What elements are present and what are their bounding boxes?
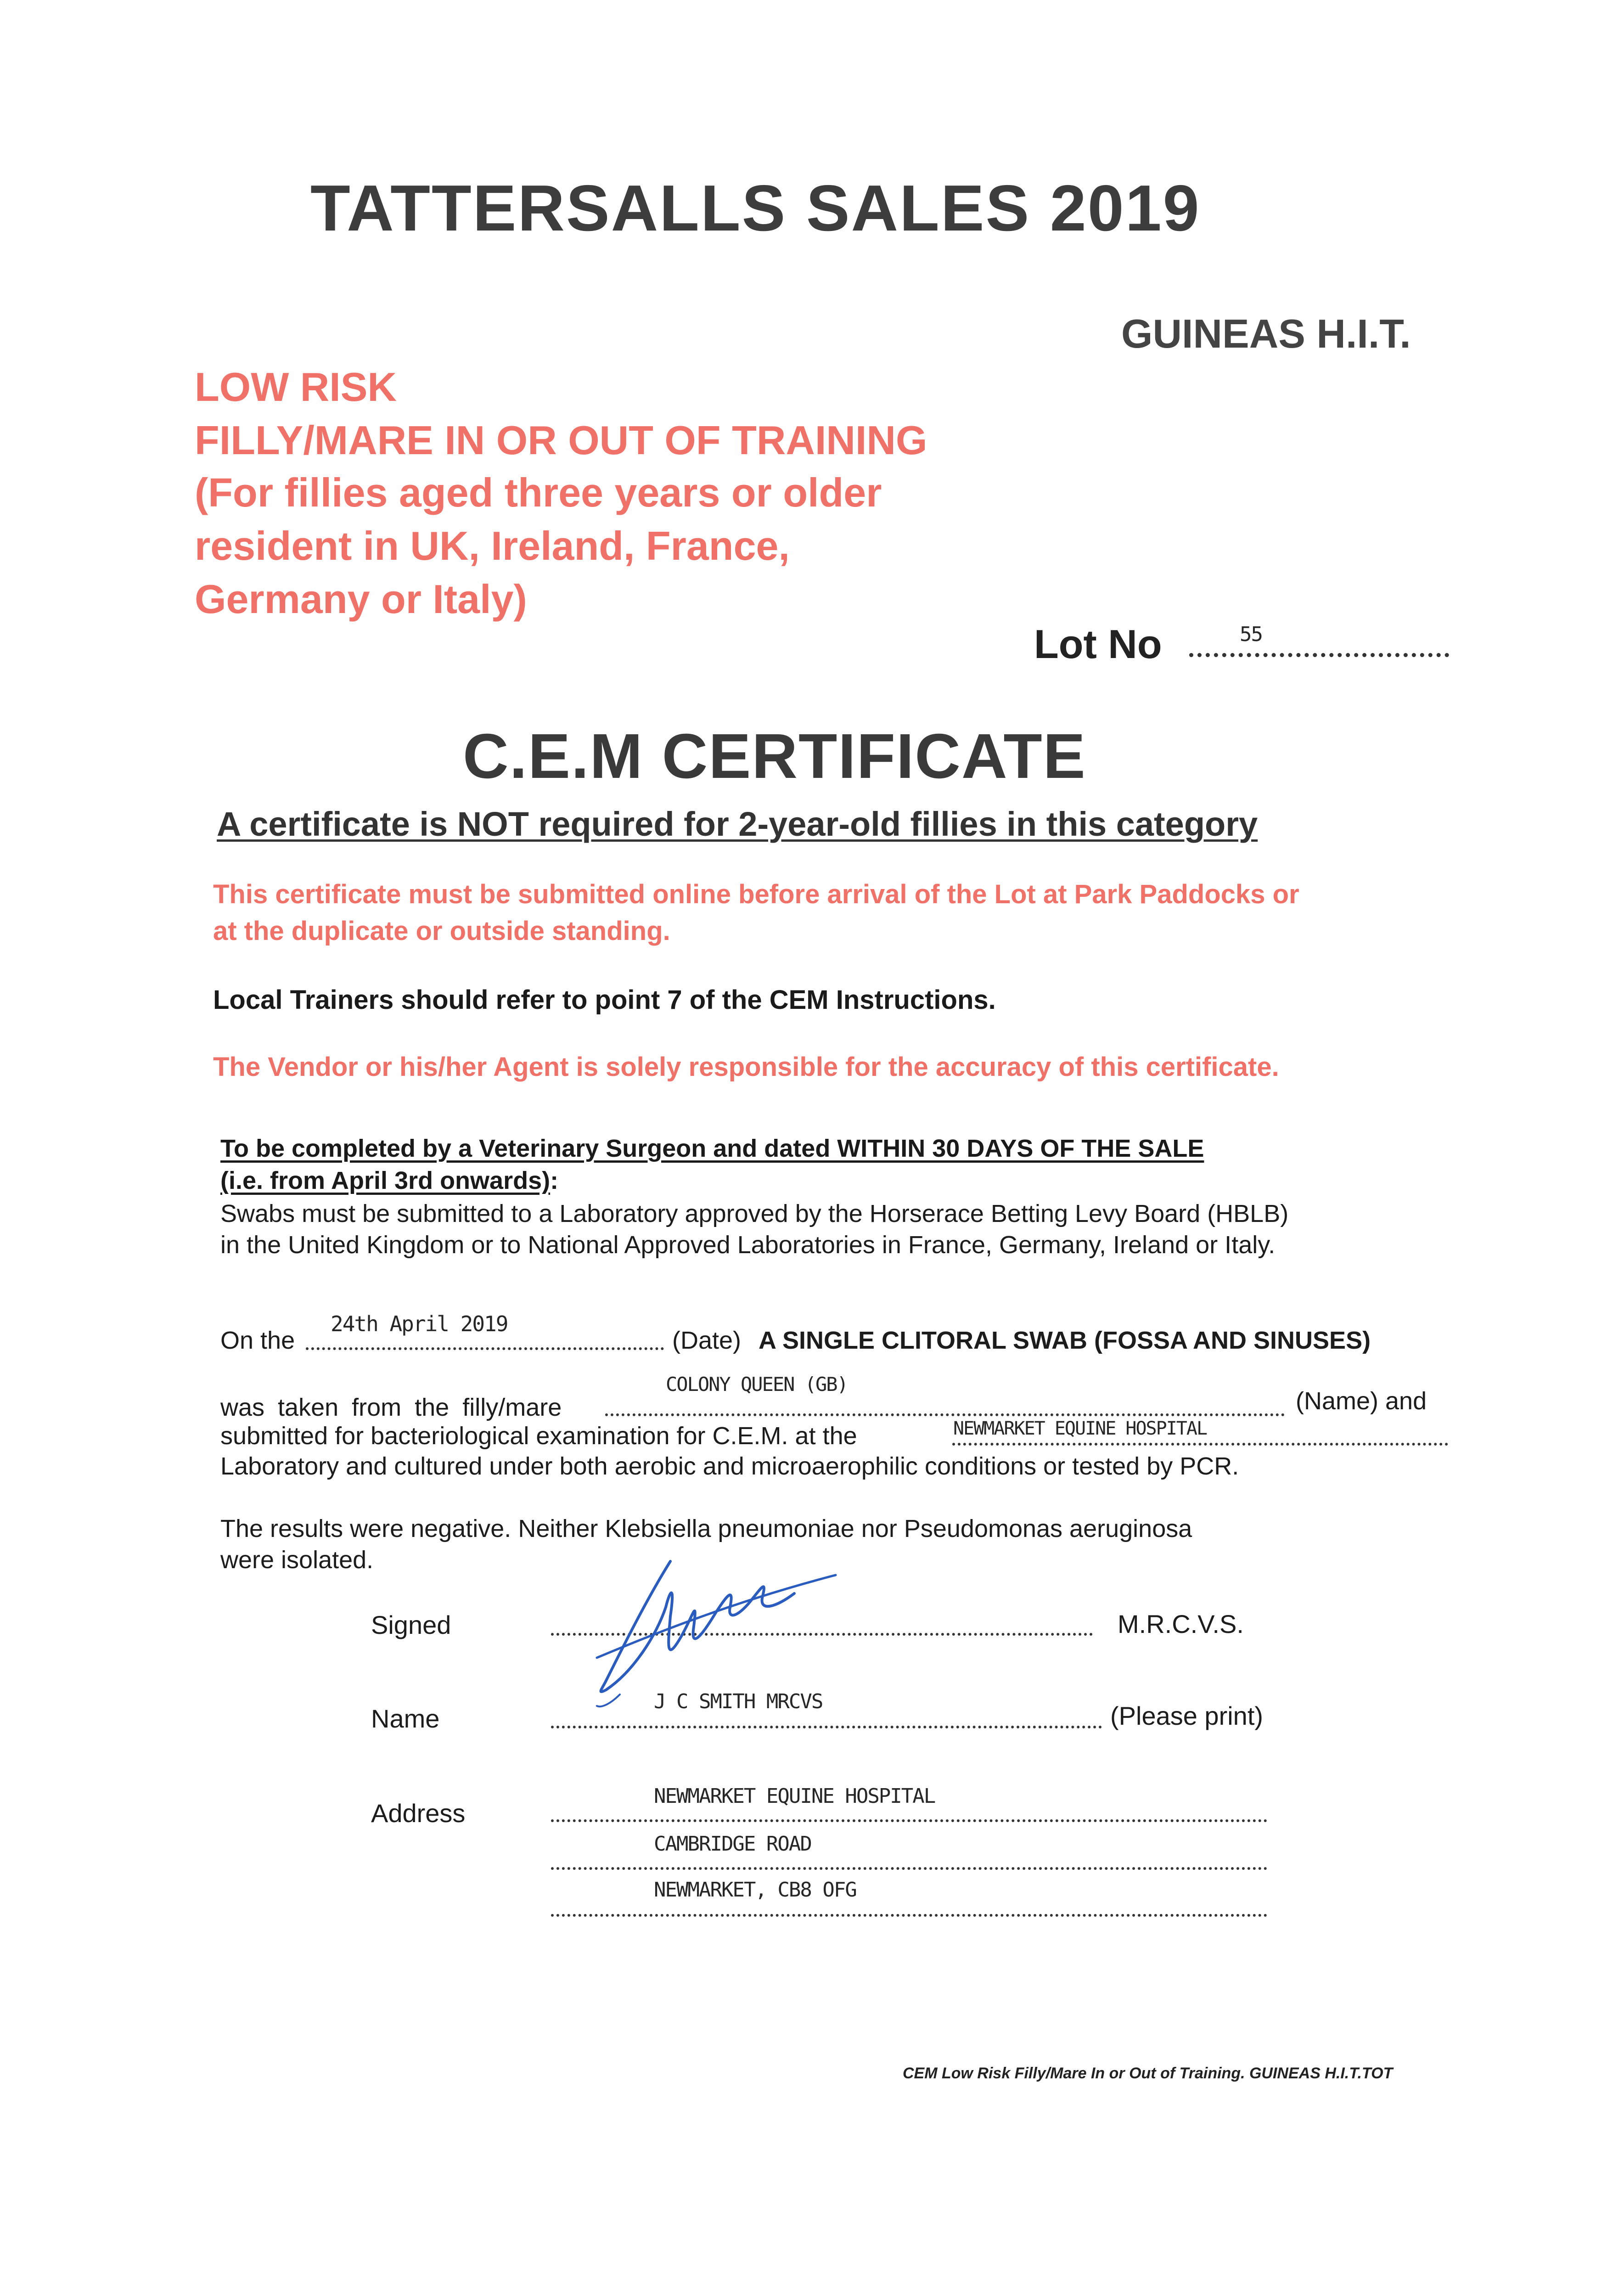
date-label: (Date): [672, 1327, 742, 1354]
address-dotted-line-1: [551, 1819, 1267, 1822]
address-line-1-value[interactable]: NEWMARKET EQUINE HOSPITAL: [654, 1784, 935, 1808]
footer-reference: CEM Low Risk Filly/Mare In or Out of Training. GUINEAS H.I.T.TOT: [903, 2065, 1393, 2082]
sale-name: GUINEAS H.I.T.: [1121, 311, 1411, 356]
lab-dotted-line: [952, 1443, 1448, 1446]
lot-label: Lot No: [1034, 621, 1162, 667]
horse-name-dotted-line: [605, 1413, 1285, 1416]
culture-conditions: Laboratory and cultured under both aerobic and microaerophilic conditions or tested by PCR.: [220, 1452, 1239, 1480]
address-label: Address: [371, 1799, 466, 1828]
date-value[interactable]: 24th April 2019: [331, 1311, 508, 1336]
mrcvs-label: M.R.C.V.S.: [1118, 1609, 1244, 1638]
please-print-label: (Please print): [1110, 1701, 1264, 1730]
category-line-2: FILLY/MARE IN OR OUT OF TRAINING: [195, 417, 927, 463]
vendor-responsibility-note: The Vendor or his/her Agent is solely responsible for the accuracy of this certificate.: [213, 1052, 1279, 1082]
vet-instructions-heading: To be completed by a Veterinary Surgeon and dated WITHIN 30 DAYS OF THE SALE: [220, 1135, 1204, 1162]
address-dotted-line-2: [551, 1867, 1267, 1870]
local-trainers-note: Local Trainers should refer to point 7 of the CEM Instructions.: [213, 985, 996, 1015]
laboratory-name-value[interactable]: NEWMARKET EQUINE HOSPITAL: [953, 1418, 1207, 1439]
certificate-title: C.E.M CERTIFICATE: [463, 721, 1086, 792]
submitted-for-label: submitted for bacteriological examination for C.E.M. at the: [220, 1422, 857, 1450]
signed-label: Signed: [371, 1610, 451, 1639]
on-the-label: On the: [220, 1327, 295, 1354]
vet-name-value[interactable]: J C SMITH MRCVS: [654, 1690, 823, 1713]
date-range-text: (i.e. from April 3rd onwards): [220, 1167, 551, 1194]
lot-number-value: 55: [1240, 623, 1262, 646]
vet-instructions-date-range: [220, 1166, 558, 1195]
lot-dotted-line: [1189, 653, 1449, 657]
taken-from-label: was taken from the filly/mare: [220, 1394, 562, 1421]
date-range-colon: :: [550, 1167, 559, 1194]
submit-online-line-2: at the duplicate or outside standing.: [213, 916, 670, 946]
horse-name-value[interactable]: COLONY QUEEN (GB): [666, 1373, 848, 1396]
address-line-2-value[interactable]: CAMBRIDGE ROAD: [654, 1832, 811, 1856]
page-title: TATTERSALLS SALES 2019: [310, 172, 1201, 245]
category-line-1: LOW RISK: [195, 364, 397, 410]
name-label: Name: [371, 1704, 440, 1733]
address-dotted-line-3: [551, 1914, 1267, 1917]
category-line-3: (For fillies aged three years or older: [195, 470, 882, 515]
results-line-1: The results were negative. Neither Klebsiella pneumoniae nor Pseudomonas aeruginosa: [220, 1515, 1192, 1542]
results-line-2: were isolated.: [220, 1546, 374, 1574]
name-and-label: (Name) and: [1296, 1387, 1427, 1415]
swab-description: A SINGLE CLITORAL SWAB (FOSSA AND SINUSES): [759, 1327, 1371, 1354]
category-line-4: resident in UK, Ireland, France,: [195, 523, 790, 568]
handwritten-signature-icon: [579, 1543, 863, 1708]
address-line-3-value[interactable]: NEWMARKET, CB8 OFG: [654, 1878, 856, 1902]
not-required-notice: A certificate is NOT required for 2-year-old fillies in this category: [217, 805, 1258, 843]
swab-lab-requirement-2: in the United Kingdom or to National Approved Laboratories in France, Germany, Ireland or Italy.: [220, 1231, 1276, 1259]
submit-online-line-1: This certificate must be submitted online before arrival of the Lot at Park Paddocks or: [213, 879, 1299, 909]
name-dotted-line: [551, 1726, 1102, 1728]
category-line-5: Germany or Italy): [195, 576, 527, 622]
swab-lab-requirement-1: Swabs must be submitted to a Laboratory approved by the Horserace Betting Levy Board (HBLB): [220, 1200, 1289, 1227]
date-dotted-line: [306, 1347, 664, 1350]
